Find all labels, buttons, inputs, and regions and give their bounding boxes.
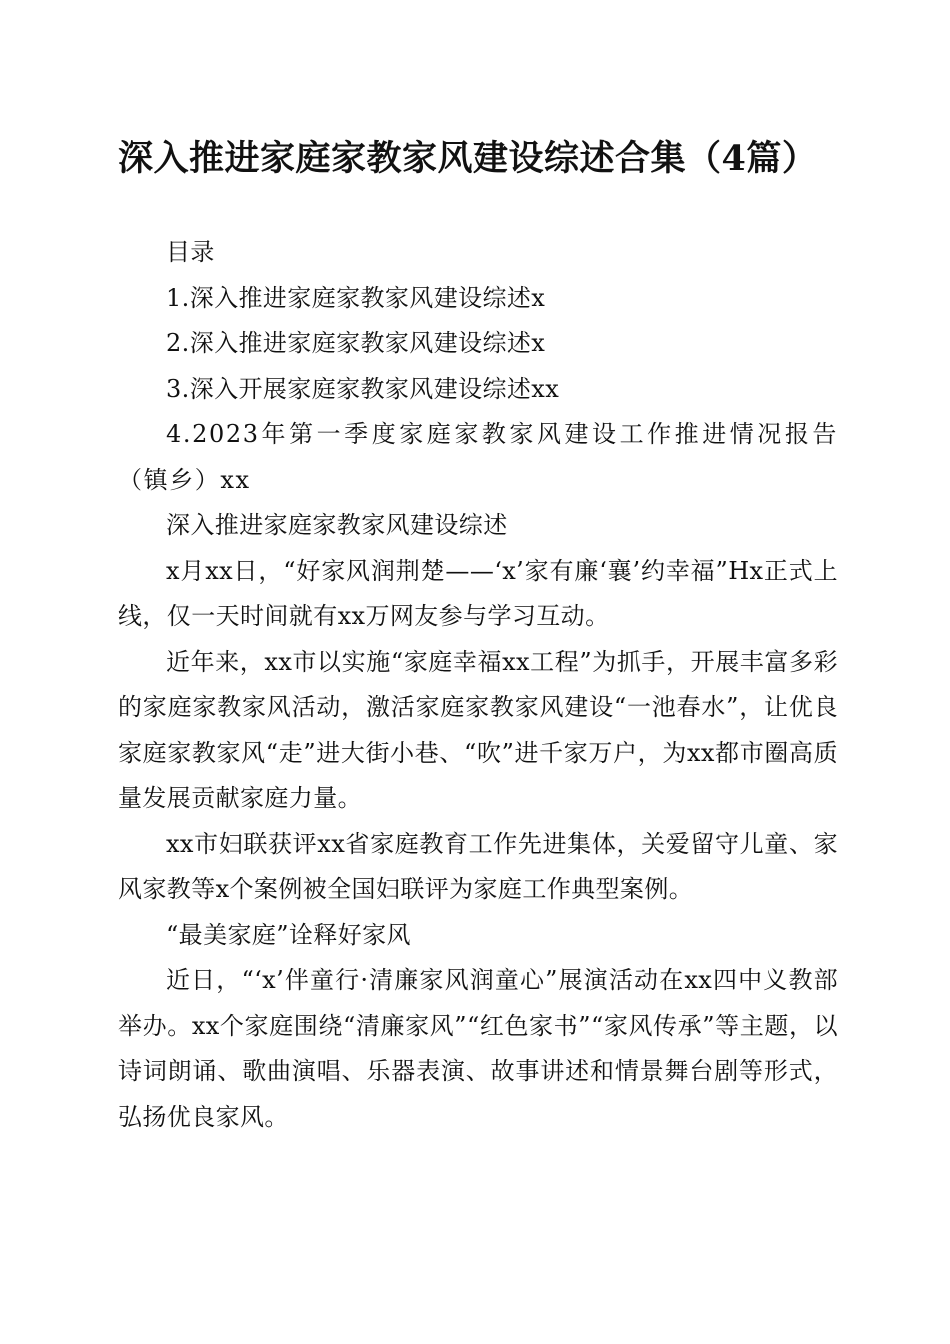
section-heading: “最美家庭”诠释好家风 [166, 920, 411, 949]
document-title: 深入推进家庭家教家风建设综述合集（4篇） [118, 138, 818, 179]
toc-item: 1.深入推进家庭家教家风建设综述x [166, 283, 546, 312]
toc-item: 3.深入开展家庭家教家风建设综述xx [166, 374, 560, 403]
article-heading: 深入推进家庭家教家风建设综述 [166, 511, 508, 539]
toc-item: 4.2023年第一季度家庭家教家风建设工作推进情况报告（镇乡）xx [118, 420, 838, 494]
toc-heading: 目录 [166, 238, 215, 266]
article-paragraph: 近年来，xx市以实施“家庭幸福xx工程”为抓手，开展丰富多彩的家庭家教家风活动，激活家庭家教家风建设“一池春水”，让优良家庭家教家风“走”进大街小巷、“吹”进千家万户，为xx都市圈高质量发展贡献家庭力量。 [118, 647, 838, 812]
document-body [118, 230, 838, 1140]
toc-item: 2.深入推进家庭家教家风建设综述x [166, 329, 546, 357]
section-paragraph: 近日，“‘x’伴童行·清廉家风润童心”展演活动在xx四中义教部举办。xx个家庭围绕“清廉家风”“红色家书”“家风传承”等主题，以诗词朗诵、歌曲演唱、乐器表演、故事讲述和情景舞台剧等形式，弘扬优良家风。 [118, 966, 838, 1131]
article-paragraph: x月xx日，“好家风润荆楚——‘x’家有廉‘襄’约幸福”Hx正式上线，仅一天时间就有xx万网友参与学习互动。 [118, 556, 838, 630]
article-paragraph: xx市妇联获评xx省家庭教育工作先进集体，关爱留守儿童、家风家教等x个案例被全国妇联评为家庭工作典型案例。 [118, 829, 838, 903]
